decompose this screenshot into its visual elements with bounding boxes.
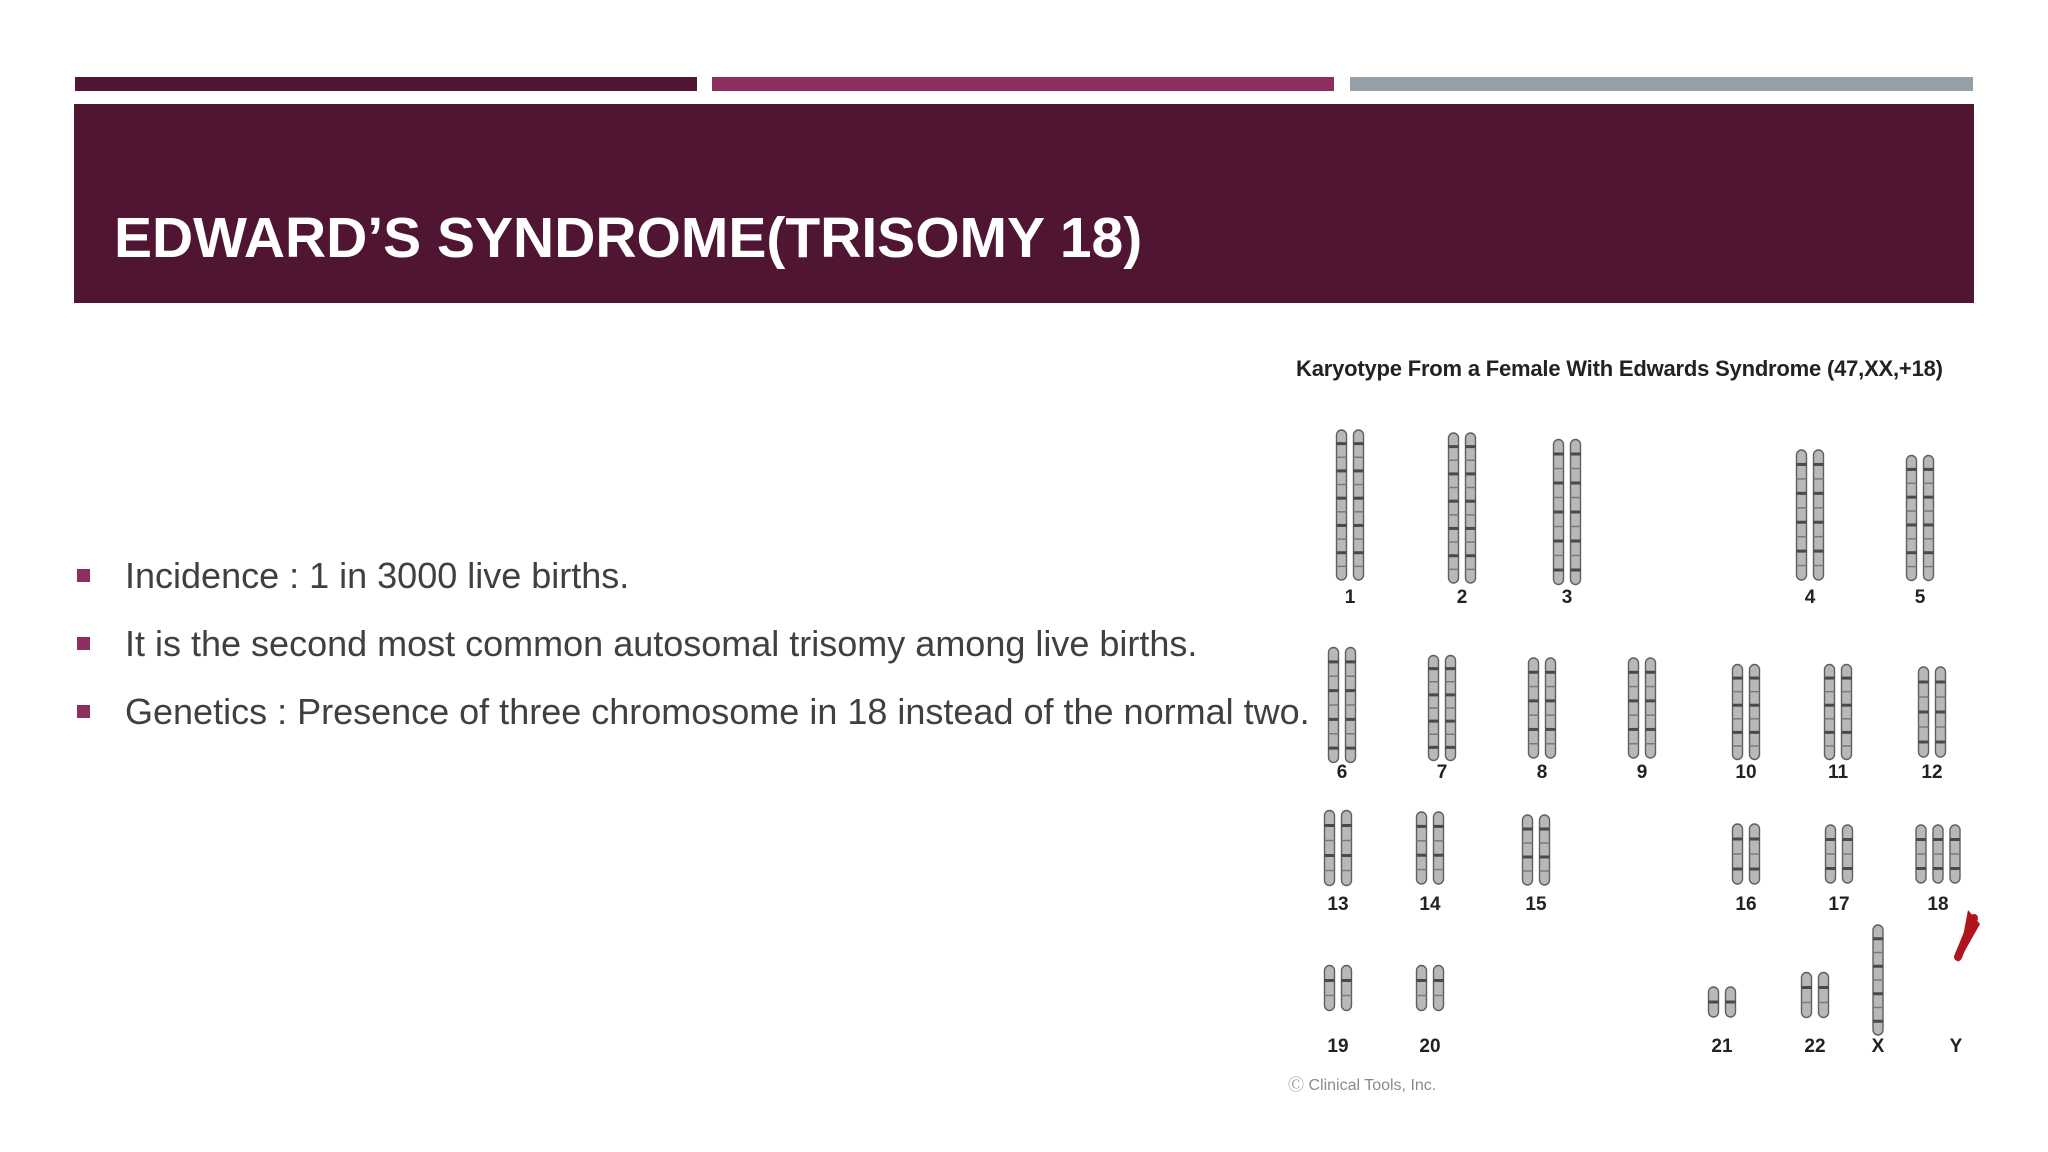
chromosome xyxy=(1417,812,1427,884)
bullet-square-icon xyxy=(77,569,90,582)
bullet-text: Incidence : 1 in 3000 live births. xyxy=(125,555,630,596)
karyotype-image xyxy=(1270,340,1980,1094)
chromosome xyxy=(1797,450,1807,580)
chromosome-label: 11 xyxy=(1827,762,1849,783)
title-band xyxy=(74,104,1974,303)
chromosome xyxy=(1907,456,1917,581)
chromosome xyxy=(1814,450,1824,580)
chromosome-label: 20 xyxy=(1419,1036,1441,1057)
chromosome-label: 5 xyxy=(1914,587,1926,608)
accent-stripe-magenta xyxy=(712,77,1334,91)
chromosome-label: 2 xyxy=(1456,587,1468,608)
bullet-list xyxy=(75,549,1310,753)
accent-stripe-gray xyxy=(1350,77,1973,91)
chromosome xyxy=(1523,815,1533,885)
bullet-item xyxy=(75,685,1310,753)
chromosome-label: 17 xyxy=(1828,894,1850,915)
chromosome xyxy=(1342,811,1352,886)
chromosome xyxy=(1325,811,1335,886)
bullet-text: It is the second most common autosomal trisomy among live births. xyxy=(125,623,1198,664)
chromosome-label: 8 xyxy=(1536,762,1548,783)
slide-title: EDWARD’S SYNDROME(TRISOMY 18) xyxy=(114,206,1143,270)
chromosome xyxy=(1354,430,1364,580)
chromosome xyxy=(1325,966,1335,1011)
chromosome-label: 6 xyxy=(1336,762,1348,783)
chromosome-group xyxy=(1325,430,1961,1035)
chromosome-label: 1 xyxy=(1344,587,1356,608)
karyotype-title: Karyotype From a Female With Edwards Syndrome (47,XX,+18) xyxy=(1296,356,1943,381)
chromosome-label: 15 xyxy=(1525,894,1547,915)
copyright-text xyxy=(1288,1072,1436,1095)
chromosome-label: 4 xyxy=(1804,587,1816,608)
chromosome-label: 10 xyxy=(1735,762,1757,783)
copyright-label: Clinical Tools, Inc. xyxy=(1308,1077,1437,1094)
chromosome-label: 16 xyxy=(1735,894,1757,915)
chromosome-label: Y xyxy=(1949,1036,1963,1057)
chromosome-label: 12 xyxy=(1921,762,1943,783)
bullet-item xyxy=(75,617,1310,685)
chromosome-label: 18 xyxy=(1927,894,1949,915)
chromosome xyxy=(1802,973,1812,1018)
chromosome-label: 13 xyxy=(1327,894,1349,915)
bullet-square-icon xyxy=(77,637,90,650)
chromosome xyxy=(1434,812,1444,884)
chromosome xyxy=(1540,815,1550,885)
copyright-icon: Ⓒ xyxy=(1288,1077,1305,1094)
chromosome xyxy=(1417,966,1427,1011)
chromosome-label: 7 xyxy=(1436,762,1448,783)
chromosome-label: 21 xyxy=(1711,1036,1733,1057)
chromosome-label: 3 xyxy=(1561,587,1573,608)
bullet-item xyxy=(75,549,1310,617)
bullet-text: Genetics : Presence of three chromosome in 18 instead of the normal two. xyxy=(125,691,1310,732)
chromosome xyxy=(1819,973,1829,1018)
chromosome-label: 19 xyxy=(1327,1036,1349,1057)
chromosome xyxy=(1924,456,1934,581)
chromosome-label: 14 xyxy=(1419,894,1441,915)
chromosome xyxy=(1342,966,1352,1011)
chromosome xyxy=(1466,433,1476,583)
karyotype-figure xyxy=(1270,340,1980,1090)
chromosome-label: 22 xyxy=(1804,1036,1826,1057)
accent-stripe-dark xyxy=(75,77,697,91)
chromosome-label: 9 xyxy=(1636,762,1648,783)
chromosome-label: X xyxy=(1871,1036,1885,1057)
chromosome xyxy=(1337,430,1347,580)
chromosome xyxy=(1449,433,1459,583)
chromosome xyxy=(1434,966,1444,1011)
bullet-square-icon xyxy=(77,705,90,718)
